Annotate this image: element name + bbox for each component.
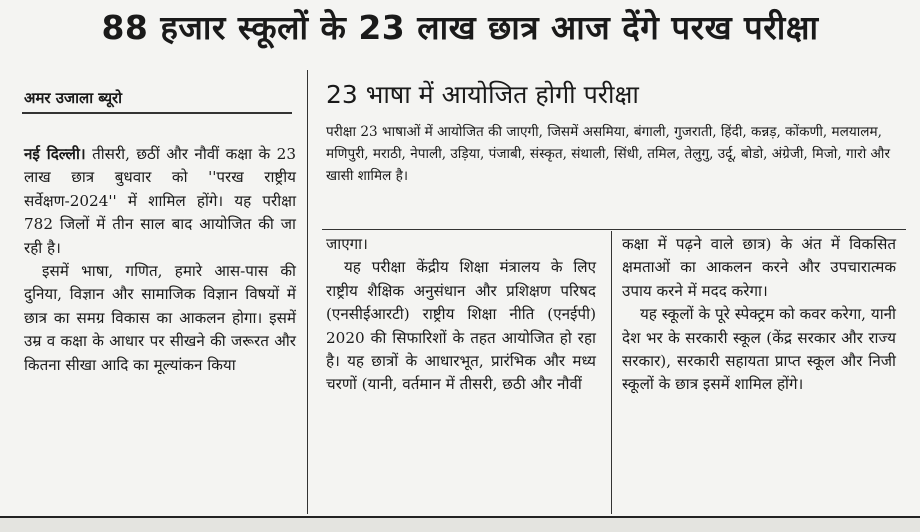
col2-paragraph-2: यह परीक्षा केंद्रीय शिक्षा मंत्रालय के लिए राष्ट्रीय शैक्षिक अनुसंधान और प्रशिक्षण परिषद (एनसीईआरटी) राष्ट्रीय शिक्षा नीति (एनईपी) 2020 की सिफारिशों के तहत आयोजित हो रहा है। यह छात्रों के आधारभूत, प्रारंभिक और मध्य चरणों (यानी, वर्तमान में तीसरी, छठी और नौवीं [326, 258, 596, 394]
article-column-3 [622, 233, 896, 397]
col3-paragraph-1: कक्षा में पढ़ने वाले छात्र) के अंत में विकसित क्षमताओं का आकलन करने और उपचारात्मक उपाय करने में मदद करेगा। [622, 235, 896, 300]
subheadline: 23 भाषा में आयोजित होगी परीक्षा [326, 80, 639, 109]
col2-paragraph-1: जाएगा। [326, 235, 368, 253]
byline-rule [22, 112, 292, 114]
col1-paragraph-2: इसमें भाषा, गणित, हमारे आस-पास की दुनिया, विज्ञान और सामाजिक विज्ञान विषयों में छात्र का समग्र विकास का आकलन होगा। इसमें उम्र व कक्षा के आधार पर सीखने की जरूरत और कितना सीखा आदि का मूल्यांकन किया [24, 262, 296, 374]
col3-paragraph-2: यह स्कूलों के पूरे स्पेक्ट्रम को कवर करेगा, यानी देश भर के सरकारी स्कूल (केंद्र सरकार और राज्य सरकार), सरकारी सहायता प्राप्त स्कूल और निजी स्कूलों के छात्र इसमें शामिल होंगे। [622, 305, 896, 394]
col1-paragraph-1 [24, 143, 296, 260]
dateline: नई दिल्ली। [24, 145, 86, 163]
article-column-1 [24, 143, 296, 377]
headline: 88 हजार स्कूलों के 23 लाख छात्र आज देंगे परख परीक्षा [101, 8, 819, 47]
article-column-2 [326, 233, 596, 397]
column-divider-2 [611, 231, 612, 514]
byline: अमर उजाला ब्यूरो [24, 89, 123, 107]
intro-paragraph: परीक्षा 23 भाषाओं में आयोजित की जाएगी, जिसमें असमिया, बंगाली, गुजराती, हिंदी, कन्नड़, कोंकणी, मलयालम, मणिपुरी, मराठी, नेपाली, उड़िया, पंजाबी, संस्कृत, संथाली, सिंधी, तमिल, तेलुगु, उर्दू, बोडो, अंग्रेजी, मिजो, गारो और खासी शामिल है। [326, 124, 891, 184]
column-divider-1 [307, 70, 308, 514]
col1-text-1: तीसरी, छठीं और नौवीं कक्षा के 23 लाख छात्र बुधवार को ''परख राष्ट्रीय सर्वेक्षण-2024'' में शामिल होंगे। यह परीक्षा 782 जिलों में तीन साल बाद आयोजित की जा रही है। [24, 145, 296, 257]
intro-rule [322, 229, 906, 230]
